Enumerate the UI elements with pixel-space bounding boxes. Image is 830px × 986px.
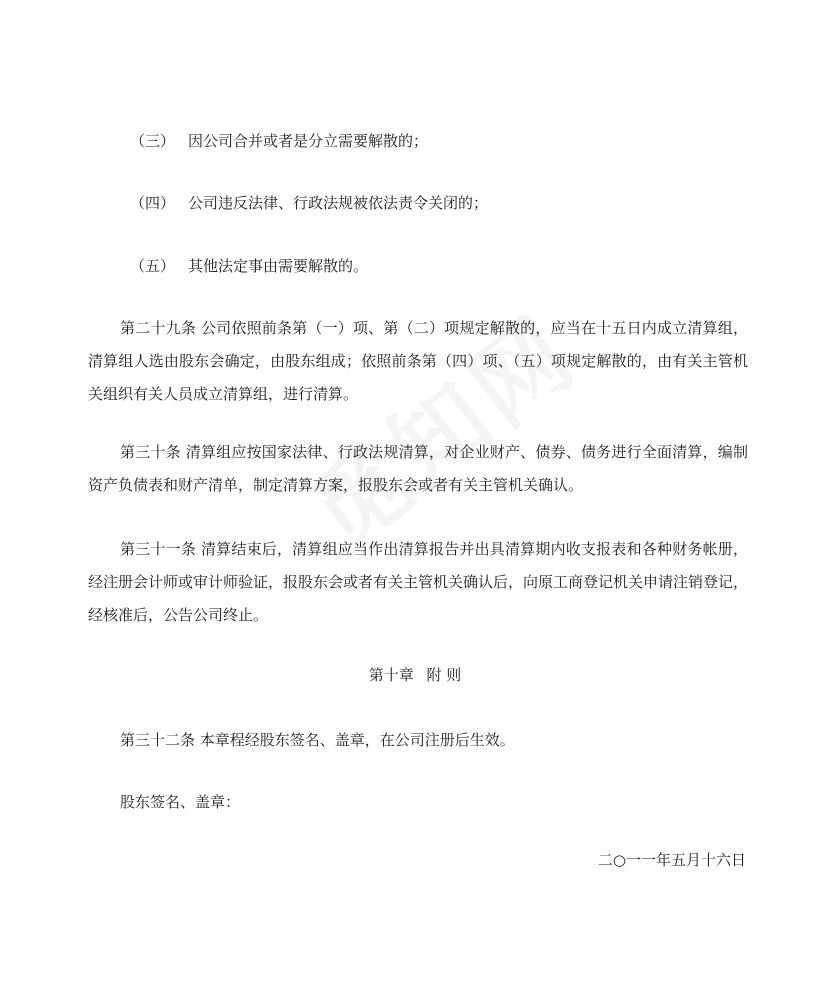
signature-label: 股东签名、盖章：: [120, 793, 241, 811]
list-item-text: 公司违反法律、行政法规被依法责令关闭的；: [188, 194, 489, 212]
chapter-number: 第十章: [368, 666, 414, 684]
article-32: 第三十二条 本章程经股东签名、盖章，在公司注册后生效。: [120, 731, 515, 749]
list-item-label: （三）: [130, 132, 176, 150]
document-date: 二○一一年五月十六日: [597, 851, 746, 869]
chapter-heading: [0, 665, 830, 685]
list-item-text: 其他法定事由需要解散的。: [188, 257, 369, 275]
list-item-label: （四）: [130, 194, 176, 212]
chapter-title: 附 则: [426, 666, 462, 684]
list-item-label: （五）: [130, 257, 176, 275]
article-29: 第二十九条 公司依照前条第（一）项、第（二）项规定解散的，应当在十五日内成立清算组，清算组人选由股东会确定，由股东组成；依照前条第（四）项、（五）项规定解散的，由有关主管机关组织有关人员成立清算组，进行清算。: [88, 319, 748, 403]
article-31: 第三十一条 清算结束后，清算组应当作出清算报告并出具清算期内收支报表和各种财务帐册，经注册会计师或审计师验证，报股东会或者有关主管机关确认后，向原工商登记机关申请注销登记，经核准后，公告公司终止。: [88, 540, 749, 624]
article-30: 第三十条 清算组应按国家法律、行政法规清算，对企业财产、债券、债务进行全面清算，编制资产负债表和财产清单，制定清算方案，报股东会或者有关主管机关确认。: [88, 443, 748, 494]
list-item-text: 因公司合并或者是分立需要解散的；: [188, 132, 429, 150]
